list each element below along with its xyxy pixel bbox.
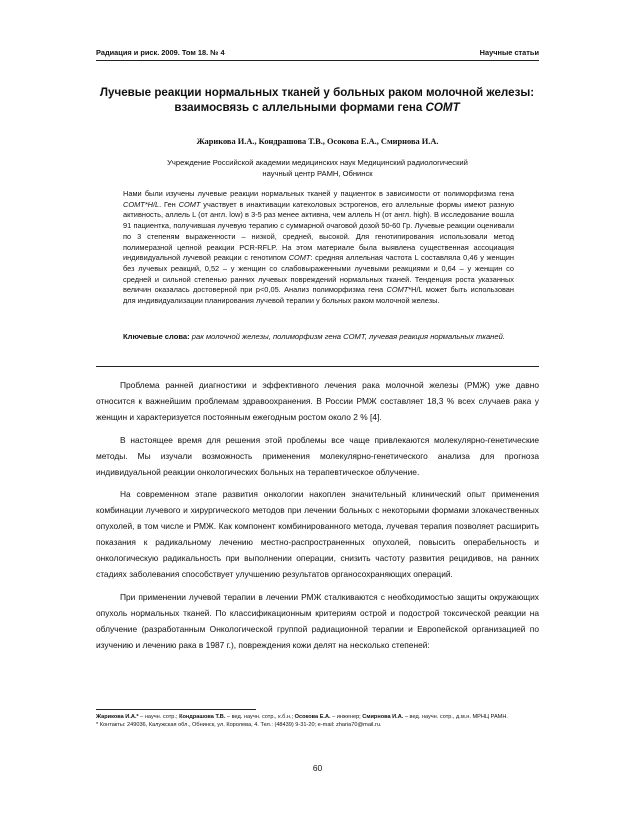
footnote-authors: Жарикова И.А.* – научн. сотр.; Кондрашова Т.В. – вед. научн. сотр., к.б.н.; Осокова Е.А. – инженер; Смирнова И.А. – вед. научн. сотр., д.м.н. МРНЦ РАМН.: [96, 714, 508, 720]
title-gene: COMT: [425, 101, 460, 114]
keywords-value: рак молочной железы, полиморфизм гена COMT, лучевая реакция нормальных тканей.: [189, 332, 505, 341]
abstract: Нами были изучены лучевые реакции нормальных тканей у пациенток в зависимости от полиморфизма гена COMT*H/L. Ген COMT участвует в инактивации катехоловых эстрогенов, его аллельные формы имеют разную активность, аллель L (от англ. low) в 3-5 раз менее активна, чем аллель H (от англ. high). В исследование вошла 91 пациентка, получившая лучевую терапию с суммарной очаговой дозой 50-60 Гр. Лучевые реакции оценивали по 3 степеням выраженности – низкой, средней, высокой. Для генотипирования использовали метод полимеразной цепной реакции PCR-RFLP. На этом материале была выявлена существенная ассоциация индивидуальной лучевой реакции с генотипом COMT: средняя аллельная частота L составляла 0,46 у женщин без лучевых реакций, 0,52 – у женщин со слабовыраженными лучевыми реакциями и 0,64 – у женщин со средней и сильной степенью ранних лучевых повреждений нормальных тканей. Тенденция роста указанных величин оказалась достоверной при p<0,05. Анализ полиморфизма гена COMT*H/L может быть использован для индивидуализации планирования лучевой терапии у больных раком молочной железы.: [123, 189, 515, 306]
abstract-divider: [96, 366, 539, 367]
body-paragraph: На современном этапе развития онкологии накоплен значительный клинический опыт применения комбинации лучевого и хирургического методов при лечении больных с некоторыми формами злокачественных опухолей, в том числе и РМЖ. Как компонент комбинированного метода, лучевая терапия позволяет расширить показания к радикальному лечению местно-распространенных опухолей, повысить операбельность и онкологическую радикальность при выполнении операции, снизить частоту развития рецидивов, на ранних стадиях заболевания способствует улучшению результатов органосохраняющих операций.: [96, 489, 539, 579]
section-name: Научные статьи: [479, 48, 539, 57]
footnote-divider: [96, 709, 256, 710]
keywords: [123, 331, 514, 342]
running-header: [96, 48, 539, 57]
body-paragraph: Проблема ранней диагностики и эффективного лечения рака молочной железы (РМЖ) уже давно относится к важнейшим проблемам здравоохранения. В России РМЖ составляет 18,3 % всех случаев рака у женщин и характеризуется постоянным ежегодным ростом около 2 % [4].: [96, 380, 539, 422]
title-line-2: взаимосвязь с аллельными формами гена COMT: [174, 101, 460, 114]
affiliation: Учреждение Российской академии медицинских наук Медицинский радиологический научный центр РАМН, Обнинск: [167, 158, 468, 178]
author-list: Жарикова И.А., Кондрашова Т.В., Осокова Е.А., Смирнова И.А.: [196, 137, 439, 146]
page-number: 60: [312, 763, 323, 773]
journal-citation: Радиация и риск. 2009. Том 18. № 4: [96, 48, 225, 57]
header-divider: [96, 60, 539, 61]
keywords-label: Ключевые слова:: [123, 332, 190, 341]
body-paragraph: При применении лучевой терапии в лечении РМЖ сталкиваются с необходимостью защиты окружающих опухоль нормальных тканей. По классификационным критериям острой и подострой токсической реакции на облучение (разработанным Онкологической группой радиационной терапии и Европейской организацией по изучению и лечению рака в 1987 г.), повреждения кожи делят на несколько степеней:: [96, 591, 539, 650]
footnote-contacts: * Контакты: 249036, Калужская обл., Обнинск, ул. Королева, 4. Тел.: (48439) 9-31-20; e-mail: zharia70@mail.ru.: [96, 722, 382, 729]
article-title: [80, 85, 554, 115]
body-text: [96, 378, 539, 661]
footnote: [96, 713, 539, 730]
title-line-1: Лучевые реакции нормальных тканей у больных раком молочной железы:: [99, 86, 535, 99]
body-paragraph: В настоящее время для решения этой проблемы все чаще привлекаются молекулярно-генетические методы. Мы изучали возможность применения молекулярно-генетического анализа для прогноза индивидуальной реакции онкологических больных на терапевтическое облучение.: [96, 434, 539, 477]
